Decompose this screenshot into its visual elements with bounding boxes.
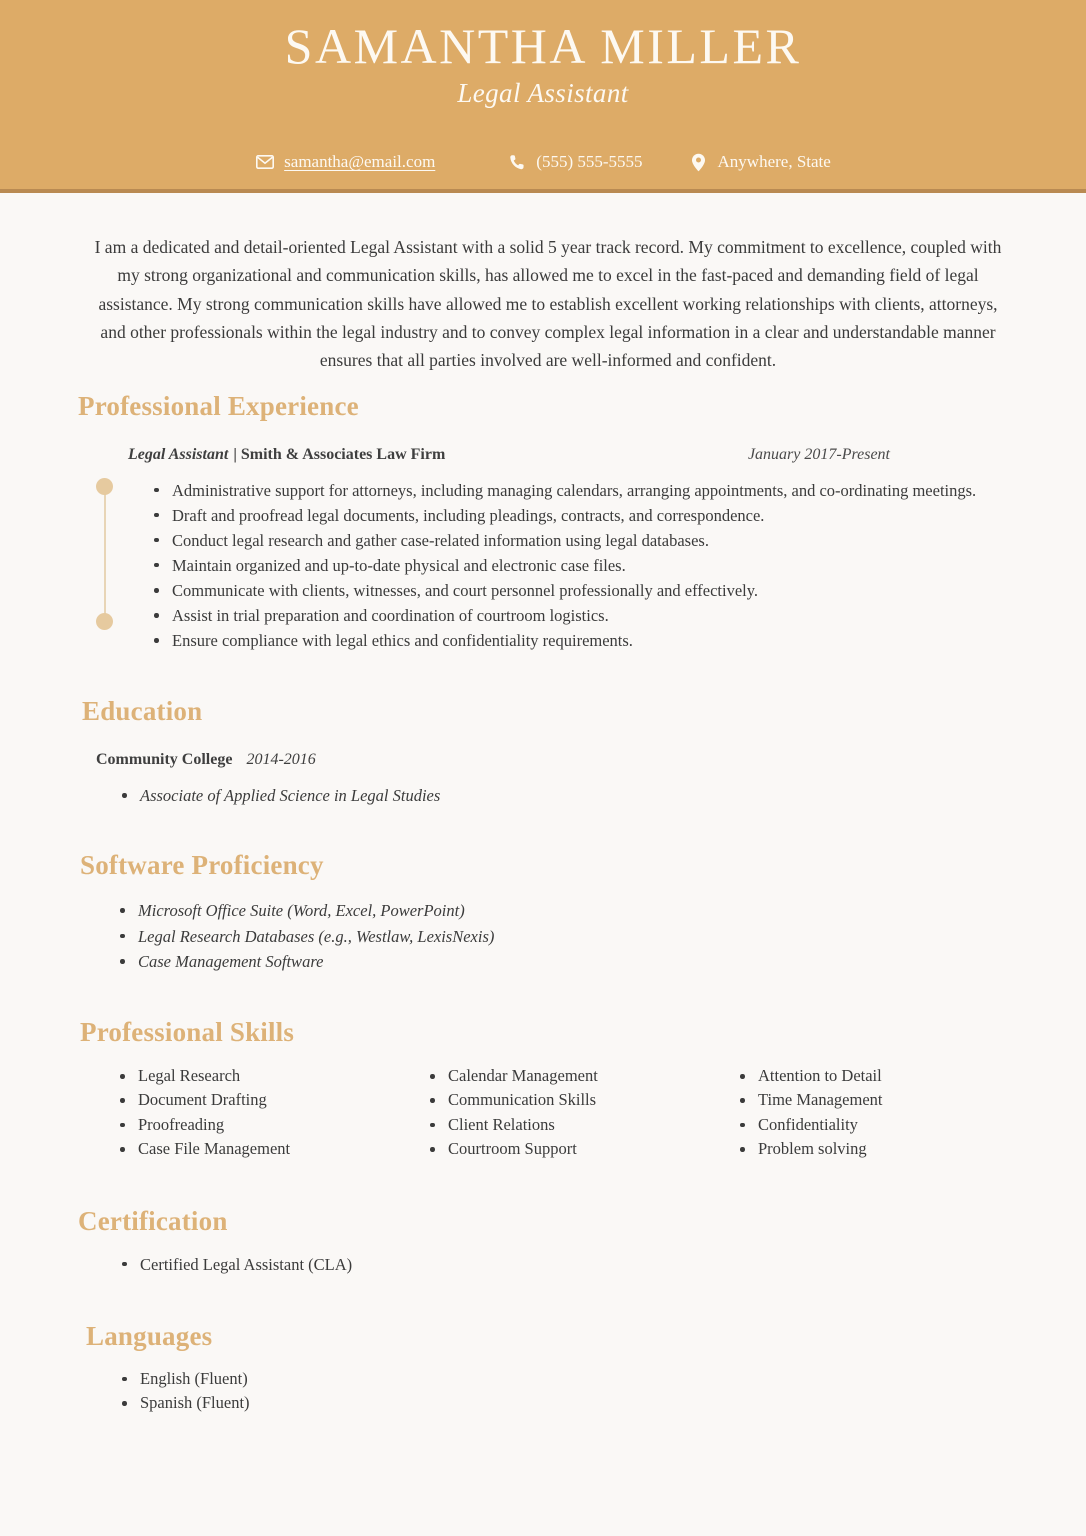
resume-body bbox=[0, 193, 1086, 1416]
list-item: Attention to Detail bbox=[736, 1064, 1010, 1088]
professional-summary: I am a dedicated and detail-oriented Legal Assistant with a solid 5 year track record. My commitment to excellence, coupled with my strong organizational and communication skills, has allowed me to excel in the fast-paced and demanding field of legal assistance. My strong communication skills have allowed me to establish excellent working relationships with clients, attorneys, and other professionals within the legal industry and to convey complex legal information in a clear and understandable manner ensures that all parties involved are well-informed and confident. bbox=[94, 237, 1002, 371]
section-title-languages: Languages bbox=[86, 1320, 213, 1351]
list-item: Client Relations bbox=[426, 1113, 700, 1137]
list-item: Assist in trial preparation and coordination of courtroom logistics. bbox=[150, 603, 1086, 628]
skills-grid bbox=[80, 1048, 1086, 1162]
list-item: Administrative support for attorneys, including managing calendars, arranging appointments, and co-ordinating meetings. bbox=[150, 478, 1086, 503]
list-item: Document Drafting bbox=[116, 1088, 390, 1112]
education-headline bbox=[82, 727, 1086, 769]
list-item: Proofreading bbox=[116, 1113, 390, 1137]
list-item: Associate of Applied Science in Legal Studies bbox=[118, 783, 1086, 808]
section-education bbox=[0, 653, 1086, 808]
contact-phone[interactable] bbox=[507, 152, 642, 172]
section-professional-skills bbox=[0, 975, 1086, 1162]
languages-bullet-list bbox=[86, 1352, 1086, 1416]
section-title-certification: Certification bbox=[78, 1205, 228, 1236]
list-item: Courtroom Support bbox=[426, 1137, 700, 1161]
page-title: SAMANTHA MILLER bbox=[284, 18, 802, 74]
section-title-software: Software Proficiency bbox=[80, 850, 324, 881]
location-text: Anywhere, State bbox=[717, 152, 831, 171]
section-title-skills: Professional Skills bbox=[80, 1017, 295, 1048]
contact-location[interactable] bbox=[689, 152, 831, 172]
experience-dates: January 2017-Present bbox=[747, 445, 890, 463]
list-item: Ensure compliance with legal ethics and confidentiality requirements. bbox=[150, 628, 1086, 653]
phone-text: (555) 555-5555 bbox=[536, 152, 643, 171]
section-title-education: Education bbox=[82, 696, 203, 727]
education-school: Community College bbox=[96, 751, 233, 769]
list-item: Case Management Software bbox=[116, 949, 1086, 975]
section-professional-experience bbox=[0, 375, 1086, 654]
section-languages bbox=[0, 1277, 1086, 1416]
list-item: Confidentiality bbox=[736, 1113, 1010, 1137]
skills-list-3 bbox=[700, 1064, 1010, 1162]
experience-headline bbox=[78, 422, 1086, 464]
contact-row bbox=[0, 152, 1086, 172]
certification-bullet-list bbox=[78, 1237, 1086, 1277]
experience-bullet-list bbox=[78, 478, 1086, 654]
education-years: 2014-2016 bbox=[246, 751, 316, 769]
phone-icon bbox=[507, 152, 527, 172]
list-item: Microsoft Office Suite (Word, Excel, PowerPoint) bbox=[116, 898, 1086, 924]
contact-email[interactable] bbox=[255, 152, 435, 172]
list-item: Case File Management bbox=[116, 1137, 390, 1161]
list-item: Problem solving bbox=[736, 1137, 1010, 1161]
section-certification bbox=[0, 1162, 1086, 1277]
list-item: English (Fluent) bbox=[118, 1367, 1086, 1391]
skills-list-1 bbox=[80, 1064, 390, 1162]
timeline-dot-top bbox=[96, 478, 113, 495]
experience-company: Smith & Associates Law Firm bbox=[240, 445, 446, 463]
skills-column-2 bbox=[390, 1064, 700, 1162]
list-item: Maintain organized and up-to-date physical and electronic case files. bbox=[150, 553, 1086, 578]
email-link[interactable]: samantha@email.com bbox=[284, 152, 436, 171]
skills-list-2 bbox=[390, 1064, 700, 1162]
list-item: Calendar Management bbox=[426, 1064, 700, 1088]
list-item: Communication Skills bbox=[426, 1088, 700, 1112]
job-title: Legal Assistant bbox=[457, 78, 629, 108]
skills-column-3 bbox=[700, 1064, 1010, 1162]
list-item: Draft and proofread legal documents, including pleadings, contracts, and correspondence. bbox=[150, 503, 1086, 528]
section-title-experience: Professional Experience bbox=[78, 390, 359, 421]
experience-role: Legal Assistant bbox=[128, 445, 229, 463]
timeline-decoration bbox=[96, 478, 114, 630]
section-software-proficiency bbox=[0, 808, 1086, 975]
experience-body bbox=[78, 464, 1086, 654]
list-item: Communicate with clients, witnesses, and court personnel professionally and effectively. bbox=[150, 578, 1086, 603]
list-item: Legal Research Databases (e.g., Westlaw, LexisNexis) bbox=[116, 924, 1086, 950]
timeline-line bbox=[104, 486, 106, 622]
skills-column-1 bbox=[80, 1064, 390, 1162]
list-item: Spanish (Fluent) bbox=[118, 1391, 1086, 1415]
list-item: Legal Research bbox=[116, 1064, 390, 1088]
list-item: Conduct legal research and gather case-related information using legal databases. bbox=[150, 528, 1086, 553]
list-item: Time Management bbox=[736, 1088, 1010, 1112]
software-bullet-list bbox=[80, 881, 1086, 975]
timeline-dot-bottom bbox=[96, 613, 113, 630]
experience-separator: | bbox=[233, 445, 237, 463]
location-pin-icon bbox=[689, 152, 709, 172]
education-bullet-list bbox=[82, 769, 1086, 808]
envelope-icon bbox=[255, 152, 275, 172]
list-item: Certified Legal Assistant (CLA) bbox=[118, 1252, 1086, 1277]
resume-header bbox=[0, 0, 1086, 193]
